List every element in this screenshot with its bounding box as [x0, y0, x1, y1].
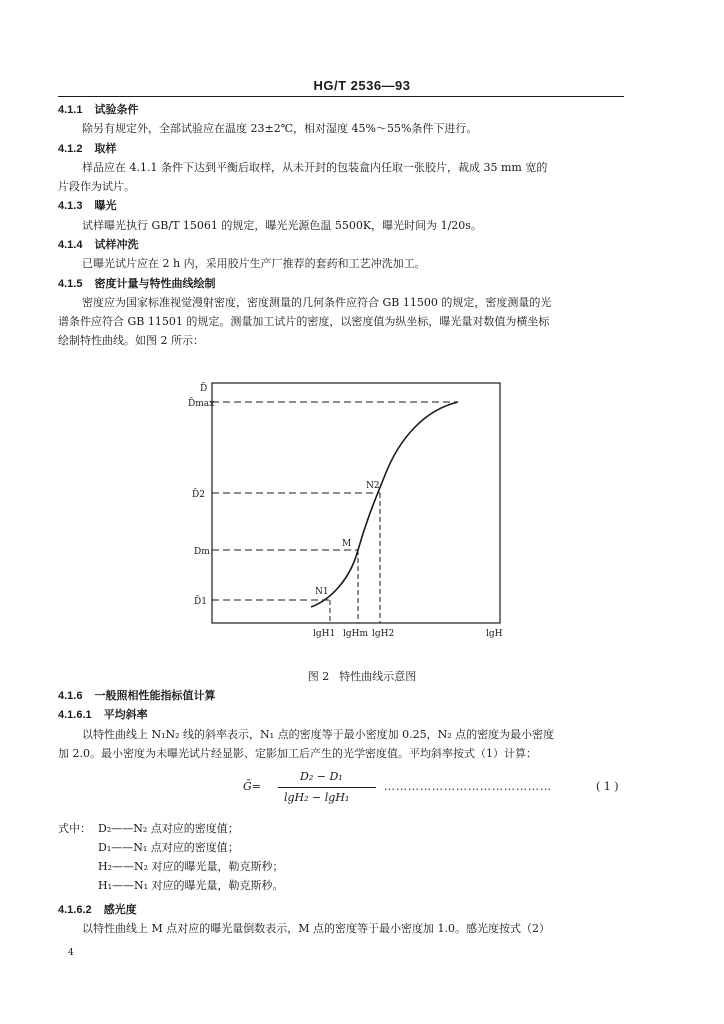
paragraph-4-1-5-line-3: 绘制特性曲线。如图 2 所示： — [58, 334, 204, 347]
definition-item: D₂——N₂ 点对应的密度值； — [98, 822, 239, 835]
figure-label: 图 2 — [307, 670, 330, 683]
section-title: 一般照相性能指标值计算 — [94, 689, 216, 702]
paragraph-4-1-1: 除另有规定外，全部试验应在温度 23±2℃，相对湿度 45%～55%条件下进行。 — [82, 122, 478, 135]
paragraph-4-1-5-line-2: 谱条件应符合 GB 11501 的规定。测量加工试片的密度，以密度值为纵坐标，曝光量对数值为横坐标 — [58, 315, 550, 328]
header-rule — [58, 96, 624, 97]
x-tick-label-lgh2: lgH2 — [372, 629, 395, 639]
section-title: 取样 — [94, 142, 117, 155]
section-4-1-6-2-heading — [58, 903, 137, 917]
section-number: 4.1.3 — [58, 200, 83, 212]
point-label-m: M — [342, 539, 352, 549]
y-tick-label-d: D̄ — [200, 384, 208, 394]
definition-item: H₂——N₂ 对应的曝光量，勒克斯秒； — [98, 860, 284, 873]
x-tick-label-lghm: lgHm — [343, 629, 369, 639]
chart-frame — [212, 383, 500, 623]
paragraph-4-1-4: 已曝光试片应在 2 h 内，采用胶片生产厂推荐的套药和工艺冲洗加工。 — [82, 257, 426, 270]
section-4-1-1-heading — [58, 103, 138, 117]
point-label-n1: N1 — [315, 587, 329, 597]
paragraph-4-1-2-line-1: 样品应在 4.1.1 条件下达到平衡后取样，从未开封的包装盒内任取一张胶片，裁成 35 mm 宽的 — [82, 161, 548, 174]
section-number: 4.1.4 — [58, 239, 83, 251]
x-tick-label-lgh1: lgH1 — [313, 629, 336, 639]
characteristic-curve — [311, 402, 458, 607]
equation-number: ( 1 ) — [596, 780, 619, 793]
y-tick-label-dm: Dm — [194, 547, 210, 557]
section-4-1-6-1-heading — [58, 708, 148, 722]
section-title: 曝光 — [94, 199, 117, 212]
section-number: 4.1.6.1 — [58, 709, 92, 721]
point-label-n2: N2 — [366, 481, 380, 491]
section-4-1-6-heading — [58, 689, 215, 703]
section-title: 密度计量与特性曲线绘制 — [94, 277, 216, 290]
y-tick-label-dmax: D̄max — [188, 399, 215, 409]
section-number: 4.1.1 — [58, 104, 83, 116]
paragraph-4-1-3: 试样曝光执行 GB/T 15061 的规定，曝光光源色温 5500K，曝光时间为 1/20s。 — [82, 219, 482, 232]
section-title: 平均斜率 — [103, 708, 148, 721]
section-number: 4.1.6 — [58, 690, 83, 702]
section-number: 4.1.2 — [58, 143, 83, 155]
formula-denominator: lgH₂ − lgH₁ — [284, 791, 350, 804]
page-number: 4 — [68, 948, 74, 958]
section-4-1-5-heading — [58, 277, 215, 291]
section-title: 感光度 — [103, 903, 137, 916]
section-4-1-3-heading — [58, 199, 116, 213]
y-tick-label-d2: D̄2 — [192, 490, 205, 500]
section-4-1-4-heading — [58, 238, 138, 252]
paragraph-4-1-5-line-1: 密度应为国家标准视觉漫射密度，密度测量的几何条件应符合 GB 11500 的规定，密度测量的光 — [82, 296, 552, 309]
figure-caption — [0, 668, 724, 684]
x-axis-label-lgh: lgH — [486, 629, 503, 639]
paragraph-4-1-2-line-2: 片段作为试片。 — [58, 180, 135, 193]
section-title: 试样冲洗 — [94, 238, 139, 251]
figure-title: 特性曲线示意图 — [339, 670, 417, 683]
formula-leader-dots: …………………………………… — [384, 780, 552, 793]
fraction-bar — [278, 787, 376, 788]
paragraph-4-1-6-1-line-2: 加 2.0。最小密度为未曝光试片经显影、定影加工后产生的光学密度值。平均斜率按式（1）计算： — [58, 747, 537, 760]
section-number: 4.1.6.2 — [58, 904, 92, 916]
paragraph-4-1-6-2: 以特性曲线上 M 点对应的曝光量倒数表示，M 点的密度等于最小密度加 1.0。感光度按式（2） — [82, 922, 551, 935]
definition-item: H₁——N₁ 对应的曝光量，勒克斯秒。 — [98, 879, 284, 892]
paragraph-4-1-6-1-line-1: 以特性曲线上 N₁N₂ 线的斜率表示，N₁ 点的密度等于最小密度加 0.25，N₂ 点的密度为最小密度 — [82, 728, 555, 741]
section-4-1-2-heading — [58, 142, 116, 156]
header-title: HG/T 2536—93 — [313, 78, 411, 93]
definition-item: D₁——N₁ 点对应的密度值； — [98, 841, 239, 854]
section-number: 4.1.5 — [58, 278, 83, 290]
formula-lhs: Ḡ= — [243, 780, 262, 793]
y-tick-label-d1: D̄1 — [194, 597, 207, 607]
formula-numerator: D₂ − D₁ — [300, 770, 343, 783]
section-title: 试验条件 — [94, 103, 139, 116]
characteristic-curve-chart — [180, 375, 520, 645]
definitions-prefix: 式中： — [58, 822, 91, 835]
